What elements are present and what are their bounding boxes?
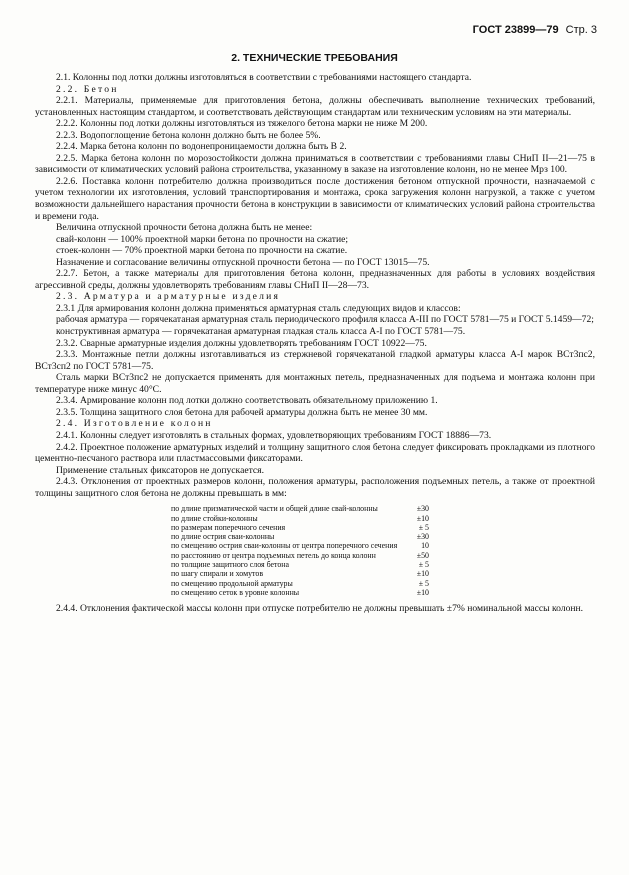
paragraph: 2.3. Арматура и арматурные изделия [56, 291, 281, 303]
paragraph: свай-колонн — 100% проектной марки бетона по прочности на сжатие; [56, 233, 349, 245]
paragraph: 2.2.4. Марка бетона колонн по водонепроницаемости должна быть В 2. [56, 141, 347, 153]
paragraph: 2.2.3. Водопоглощение бетона колонн должно быть не более 5%. [56, 129, 321, 141]
paragraph: 2.4. Изготовление колонн [56, 418, 213, 430]
paragraph: стоек-колонн — 70% проектной марки бетона по прочности на сжатие. [56, 245, 348, 257]
paragraph: Сталь марки ВСт3пс2 не допускается применять для монтажных петель, предназначенных для подъема и монтажа колонн при температуре ниже минус 40°С. [35, 372, 595, 395]
paragraph: 2.2.7. Бетон, а также материалы для приготовления бетона колонн, предназначенных для работы в условиях воздействия агрессивной среды, должны удовлетворять требованиям главы СНиП II—28—73. [35, 268, 595, 291]
tolerance-value: ±50 [416, 550, 429, 560]
document-body [35, 72, 595, 615]
paragraph: Назначение и согласование величины отпускной прочности бетона — по ГОСТ 13015—75. [56, 256, 430, 268]
tolerance-value: 10 [421, 541, 429, 551]
tolerance-label: по смещению сеток в уровне колонны [171, 587, 300, 597]
final-paragraph: 2.4.4. Отклонения фактической массы колонн при отпуске потребителю не должны превышать ±7% номинальной массы колонн. [56, 603, 584, 615]
tolerance-table [171, 504, 431, 597]
page-number: Стр. 3 [565, 24, 597, 36]
tolerance-row [171, 569, 431, 578]
standard-number: ГОСТ 23899—79 [472, 24, 559, 36]
tolerance-row [171, 532, 431, 541]
tolerance-value: ± 5 [418, 522, 429, 532]
tolerance-label: по расстоянию от центра подъемных петель до конца колонн [171, 550, 376, 560]
tolerance-value: ± 5 [418, 578, 429, 588]
tolerance-row [171, 560, 431, 569]
paragraph: 2.2.1. Материалы, применяемые для приготовления бетона, должны обеспечивать выполнение технических требований, установленных настоящим стандартом, и соответствовать действующим стандартам или техническим условиям на эти материалы. [35, 95, 595, 118]
tolerance-row [171, 504, 431, 513]
section-title: 2. ТЕХНИЧЕСКИЕ ТРЕБОВАНИЯ [231, 52, 398, 64]
tolerance-value: ±10 [416, 569, 429, 579]
tolerance-row [171, 588, 431, 597]
paragraph: 2.1. Колонны под лотки должны изготовляться в соответствии с требованиями настоящего стандарта. [56, 72, 472, 83]
tolerance-label: по толщине защитного слоя бетона [171, 560, 290, 570]
tolerance-value: ±30 [416, 504, 429, 514]
paragraph: 2.2.2. Колонны под лотки должны изготовляться из тяжелого бетона марки не ниже М 200. [56, 118, 428, 130]
tolerance-label: по шагу спирали и хомутов [171, 569, 264, 579]
paragraph: 2.2.6. Поставка колонн потребителю должна производиться после достижения бетоном отпускной прочности, назначаемой с учетом технологии их изготовления, условий транспортирования и монтажа, срока загружения колонн нагрузкой, а также с учетом возможности дальнейшего нарастания прочности бетона в конструкции в зависимости от климатических условий района строительства и времени года. [35, 175, 595, 222]
page-header [473, 24, 597, 36]
paragraph: 2.3.3. Монтажные петли должны изготавливаться из стержневой горячекатаной гладкой арматуры класса А-I марок ВСт3пс2, ВСт3сп2 по ГОСТ 5781—75. [35, 349, 595, 372]
tolerance-label: по смещению острия сваи-колонны от центра поперечного сечения [171, 541, 398, 551]
tolerance-label: по смещению продольной арматуры [171, 578, 293, 588]
tolerance-row [171, 551, 431, 560]
tolerance-label: по длине стойки-колонны [171, 513, 258, 523]
tolerance-value: ±30 [416, 532, 429, 542]
paragraph: 2.3.4. Армирование колонн под лотки должно соответствовать обязательному приложению 1. [56, 395, 438, 407]
paragraph: 2.3.1 Для армирования колонн должна применяться арматурная сталь следующих видов и классов: [56, 302, 461, 314]
paragraph: Величина отпускной прочности бетона должна быть не менее: [56, 222, 313, 234]
tolerance-value: ±10 [416, 513, 429, 523]
paragraph: 2.4.3. Отклонения от проектных размеров колонн, положения арматуры, расположения подъемных петель, а также от проектной толщины защитного слоя бетона не должны превышать в мм: [35, 476, 595, 499]
paragraph: конструктивная арматура — горячекатаная арматурная гладкая сталь класса А-I по ГОСТ 5781—75. [56, 326, 466, 338]
tolerance-label: по длине призматической части и общей длине свай-колонны [171, 504, 378, 514]
tolerance-label: по длине острия сваи-колонны [171, 532, 275, 542]
paragraph: рабочая арматура — горячекатаная арматурная сталь периодического профиля класса А-III по ГОСТ 5781—75 и ГОСТ 5.1459—72; [56, 314, 594, 326]
paragraph: 2.2. Бетон [56, 83, 119, 95]
paragraph: 2.3.2. Сварные арматурные изделия должны удовлетворять требованиям ГОСТ 10922—75. [56, 337, 427, 349]
paragraph: 2.4.1. Колонны следует изготовлять в стальных формах, удовлетворяющих требованиям ГОСТ 18886—73. [56, 429, 492, 441]
tolerance-value: ±10 [416, 587, 429, 597]
tolerance-row [171, 579, 431, 588]
tolerance-label: по размерам поперечного сечения [171, 522, 286, 532]
paragraph-list [35, 72, 595, 499]
tolerance-row [171, 523, 431, 532]
paragraph: 2.3.5. Толщина защитного слоя бетона для рабочей арматуры должна быть не менее 30 мм. [56, 406, 428, 418]
tolerance-row [171, 541, 431, 550]
paragraph: Применение стальных фиксаторов не допускается. [56, 464, 264, 476]
tolerance-row [171, 514, 431, 523]
paragraph: 2.2.5. Марка бетона колонн по морозостойкости должна приниматься в соответствии с требованиями главы СНиП II—21—75 в зависимости от климатических условий района строительства, указанному в заказе на изготовление колонн, но не менее Мрз 100. [35, 152, 595, 176]
tolerance-value: ± 5 [418, 560, 429, 570]
paragraph: 2.4.2. Проектное положение арматурных изделий и толщину защитного слоя бетона следует фиксировать прокладками из плотного цементно-песчаного раствора или пластмассовыми фиксаторами. [35, 441, 595, 465]
